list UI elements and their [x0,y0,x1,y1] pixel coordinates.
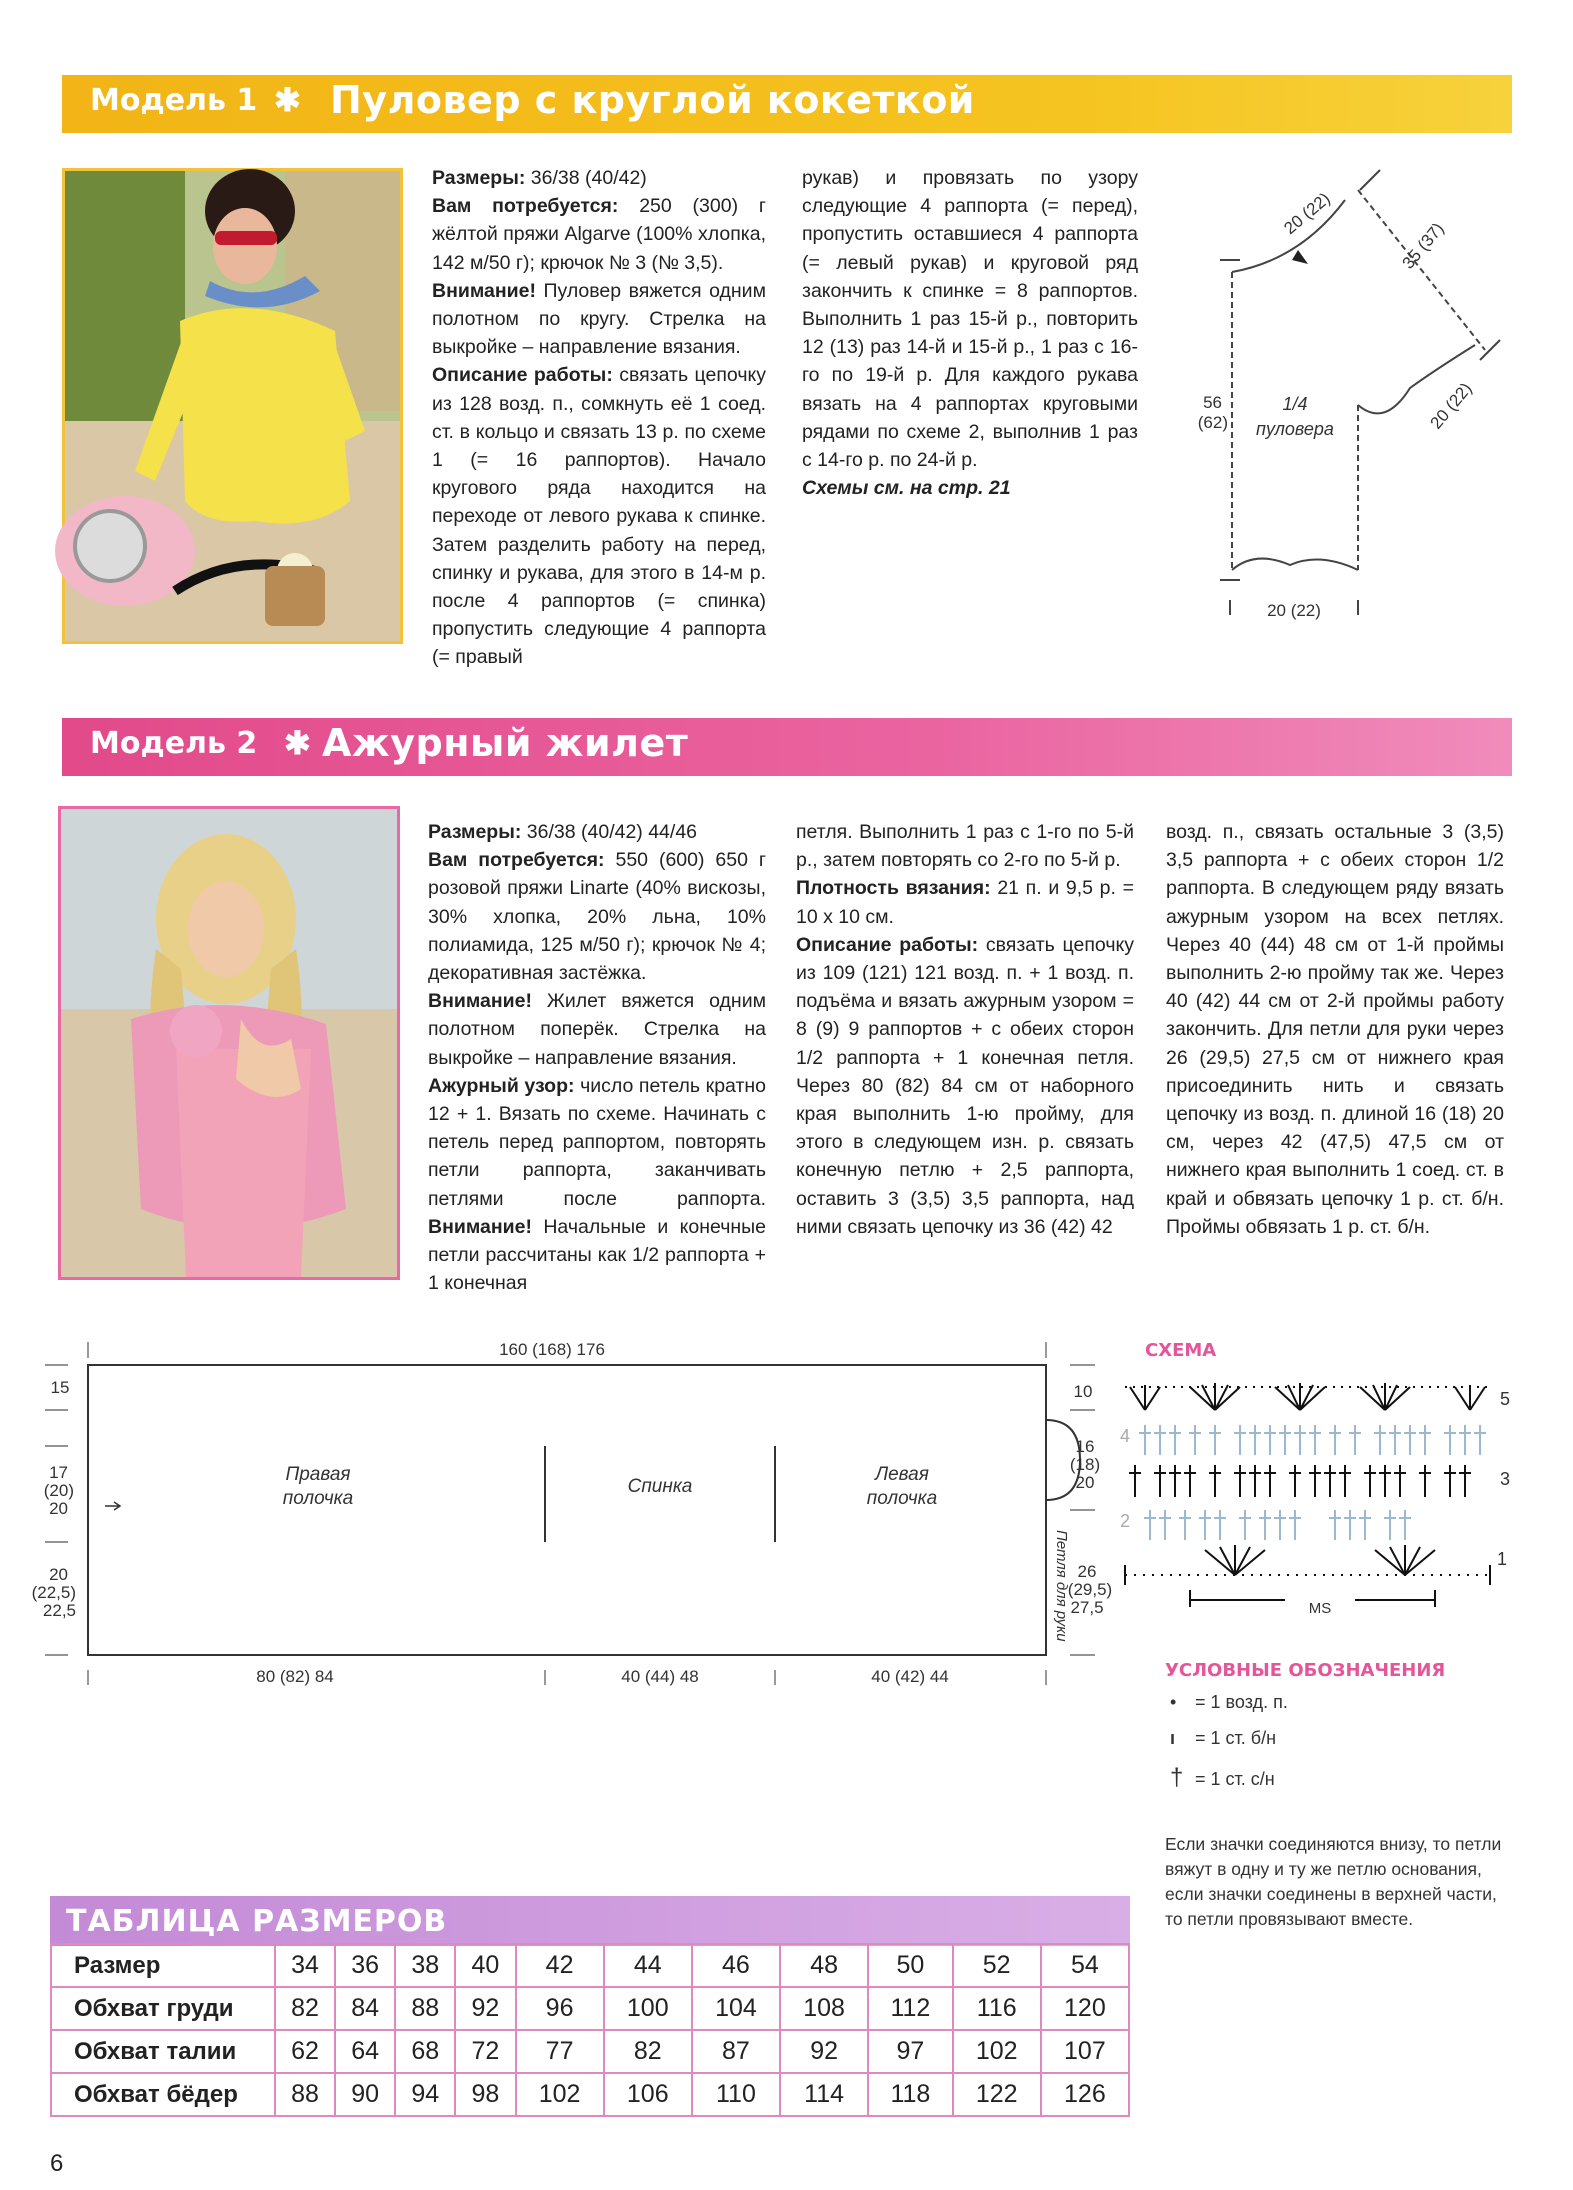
size-table-cell: 46 [692,1944,780,1987]
size-table-row-label: Обхват бёдер [51,2073,275,2116]
size-table-cell: 88 [395,1987,455,2030]
model1-sizes: Размеры: 36/38 (40/42) [432,167,647,189]
row-2-label: 2 [1120,1511,1131,1531]
size-table-row-label: Обхват талии [51,2030,275,2073]
model2-col2-p1: петля. Выполнить 1 раз с 1-го по 5-й р., затем повторять со 2-го по 5-й р. [796,821,1134,872]
size-table-cell: 92 [780,2030,868,2073]
size-table-cell: 82 [604,2030,692,2073]
m2-right-26c: 27,5 [1070,1598,1104,1617]
size-table-row-label: Обхват груди [51,1987,275,2030]
m2-left-17a: 17 [49,1463,68,1482]
size-table-cell: 82 [275,1987,335,2030]
chain-stitch-icon: • [1170,1692,1177,1712]
size-table-cell: 84 [335,1987,395,2030]
m2-section3-b: полочка [866,1488,938,1509]
model2-banner [62,718,1512,776]
crochet-chart [1105,1365,1520,1625]
size-table-cell: 102 [516,2073,604,2116]
size-table-cell: 118 [868,2073,952,2116]
size-table-cell: 68 [395,2030,455,2073]
m2-section2: Спинка [627,1476,693,1497]
size-table-cell: 72 [455,2030,515,2073]
m2-right-10: 10 [1073,1382,1093,1401]
size-table-cell: 38 [395,1944,455,1987]
model1-photo-illustration [65,171,400,641]
legend-dc: † = 1 ст. с/н [1170,1764,1275,1791]
size-table-cell: 104 [692,1987,780,2030]
scheme-title: СХЕМА [1145,1340,1217,1361]
model1-banner [62,75,1512,133]
m1-center-label-2: пуловера [1256,419,1334,439]
model2-description: Описание работы: связать цепочку из 109 (121) 121 возд. п. + 1 возд. п. подъёма и вязать ажурным узором = 8 (9) 9 раппортов + с обеих сторон 1/2 раппорта + 1 конечная петля. Через 80 (82) 84 см от наборного края выполнить 1-ю пройму, для этого в следующем изн. р. связать конечную петлю + 2,5 раппорта, оставить 3 (3,5) 3,5 раппорта, над ними связать цепочку из 36 (42) 42 [796,933,1134,1238]
size-table-row [51,1987,1129,2030]
legend-sc: ı = 1 ст. б/н [1170,1728,1277,1748]
size-table-cell: 62 [275,2030,335,2073]
m2-section1-b: полочка [282,1488,354,1509]
m1-sleeve-label: 35 (37) [1398,219,1448,273]
model2-density: Плотность вязания: 21 п. и 9,5 р. = 10 х 10 см. [796,877,1134,928]
model2-pattern-diagram [31,1330,1113,1700]
size-table-cell: 87 [692,2030,780,2073]
size-table-cell: 114 [780,2073,868,2116]
m2-right-26a: 26 [1077,1562,1097,1581]
m2-bottom-2: 40 (44) 48 [621,1667,699,1686]
model2-text-col3 [1166,818,1504,1241]
m2-right-16a: 16 [1075,1437,1095,1456]
m2-loop-label: Петля для руки [1053,1530,1070,1642]
size-table-cell: 44 [604,1944,692,1987]
size-table-cell: 107 [1041,2030,1129,2073]
row-1-label: 1 [1497,1549,1508,1569]
model2-title: Ажурный жилет [322,721,689,765]
model1-materials: Вам потребуется: 250 (300) г жёлтой пряжи Algarve (100% хлопка, 142 м/50 г); крючок № 3 (№ 3,5). [432,195,766,274]
size-table-cell: 48 [780,1944,868,1987]
rapport-label: MS [1308,1600,1332,1617]
model1-description: Описание работы: связать цепочку из 128 возд. п., сомкнуть её 1 соед. ст. в кольцо и связать 13 р. по схеме 1 (= 16 раппортов). Начало кругового ряда находится на переходе от левого рукава к спинке. Затем разделить работу на перед, спинку и рукава, для этого в 14-м р. после 4 раппортов (= спинка) пропустить следующие 4 раппорта (= правый [432,364,766,669]
model1-title: Пуловер с круглой кокеткой [330,78,975,122]
size-table-row [51,1944,1129,1987]
row-2-stitches [1144,1510,1411,1540]
m1-bottom-label: 20 (22) [1267,601,1321,620]
model1-label: Модель 1 [90,83,258,118]
model1-pattern-diagram [1180,160,1560,640]
size-table-cell: 34 [275,1944,335,1987]
size-table-row-label: Размер [51,1944,275,1987]
model1-attention: Внимание! Пуловер вяжется одним полотном по кругу. Стрелка на выкройке – направление вязания. [432,279,766,359]
model2-openwork: Ажурный узор: число петель кратно 12 + 1. Вязать по схеме. Начинать с петель перед раппортом, повторять петли раппорта, заканчивать петлями после раппорта. Внимание! Начальные и конечные петли рассчитаны как 1/2 раппорта + 1 конечная [428,1074,766,1295]
model2-materials: Вам потребуется: 550 (600) 650 г розовой пряжи Linarte (40% вискозы, 30% хлопка, 20% льна, 10% полиамида, 125 м/50 г); крючок № 4; декоративная застёжка. [428,849,766,985]
size-table-cell: 40 [455,1944,515,1987]
arrow-icon [105,1502,120,1510]
size-table-cell: 122 [953,2073,1041,2116]
page-number: 6 [50,2150,64,2177]
m2-right-26b: (29,5) [1067,1580,1113,1599]
model1-photo [62,168,403,644]
m1-height-label: 56 (62) [1197,393,1228,432]
star-icon: ✱ [284,725,311,761]
m1-center-label-1: 1/4 [1282,394,1308,414]
size-table-cell: 102 [953,2030,1041,2073]
size-table-cell: 100 [604,1987,692,2030]
size-table-cell: 112 [868,1987,952,2030]
row-5-stitches [1125,1383,1490,1410]
size-table [50,1943,1130,2117]
size-table-cell: 94 [395,2073,455,2116]
size-table-cell: 77 [516,2030,604,2073]
size-table-row [51,2030,1129,2073]
m2-bottom-1: 80 (82) 84 [256,1667,334,1686]
model2-text-col2 [796,818,1134,1241]
m1-arc-label: 20 (22) [1280,188,1334,239]
legend-note: Если значки соединяются внизу, то петли вяжут в одну и ту же петлю основания, если значки соединены в верхней части, то петли провязывают вместе. [1165,1834,1502,1929]
size-table-cell: 54 [1041,1944,1129,1987]
star-icon: ✱ [274,82,301,118]
size-table-cell: 120 [1041,1987,1129,2030]
size-table-cell: 108 [780,1987,868,2030]
size-table-cell: 50 [868,1944,952,1987]
model2-description-cont: возд. п., связать остальные 3 (3,5) 3,5 раппорта + с обеих сторон 1/2 раппорта. В следующем ряду вязать ажурным узором на всех петлях. Через 40 (44) 48 см от 1-й проймы выполнить 2-ю пройму так же. Через 40 (42) 44 см от 2-й проймы работу закончить. Для петли для руки через 26 (29,5) 27,5 см от нижнего края присоединить нить и связать цепочку из возд. п. длиной 16 (18) 20 см, через 42 (47,5) 47,5 см от нижнего края выполнить 1 соед. ст. в край и обвязать цепочку 1 р. ст. б/н. Проймы обвязать 1 р. ст. б/н. [1166,821,1504,1238]
size-table-cell: 64 [335,2030,395,2073]
size-table-cell: 90 [335,2073,395,2116]
row-4-label: 4 [1120,1426,1131,1446]
m2-right-16c: 20 [1075,1473,1095,1492]
m2-left-20a: 20 [49,1565,68,1584]
model2-sizes: Размеры: 36/38 (40/42) 44/46 [428,821,698,843]
row-3-label: 3 [1500,1469,1511,1489]
model1-scheme-ref: Схемы см. на стр. 21 [802,477,1011,500]
legend-title: УСЛОВНЫЕ ОБОЗНАЧЕНИЯ [1165,1660,1446,1681]
single-crochet-icon: ı [1170,1728,1176,1748]
size-table-cell: 88 [275,2073,335,2116]
size-table-cell: 97 [868,2030,952,2073]
size-table-cell: 52 [953,1944,1041,1987]
size-table-header [50,1896,1130,1946]
size-table-cell: 110 [692,2073,780,2116]
model1-text-col1 [432,164,766,672]
m2-right-16b: (18) [1069,1455,1101,1474]
model2-attention: Внимание! Жилет вяжется одним полотном поперёк. Стрелка на выкройке – направление вязания. [428,990,766,1069]
m2-top-width: 160 (168) 176 [499,1340,605,1359]
size-table-cell: 96 [516,1987,604,2030]
model1-text-col2 [802,164,1138,502]
size-table-cell: 42 [516,1944,604,1987]
size-table-cell: 36 [335,1944,395,1987]
size-table-cell: 98 [455,2073,515,2116]
m2-section1-a: Правая [285,1464,351,1485]
model1-description-cont: рукав) и провязать по узору следующие 4 раппорта (= перед), пропустить оставшиеся 4 раппорта (= левый рукав) и круговой ряд закончить к спинке = 8 раппортов. Выполнить 1 раз 15-й р., повторить 12 (13) раз 14-й и 15-й р., 1 раз с 16-го по 19-й р. Для каждого рукава вязать на 4 раппортах круговыми рядами по схеме 2, выполнив 1 раз с 14-го р. по 24-й р. [802,167,1138,472]
size-table-cell: 126 [1041,2073,1129,2116]
m2-left-15: 15 [50,1378,70,1397]
m2-section3-a: Левая [875,1464,929,1485]
m2-left-17b: (20) [43,1481,74,1500]
size-table-cell: 92 [455,1987,515,2030]
size-table-title: ТАБЛИЦА РАЗМЕРОВ [66,1904,448,1939]
m2-bottom-3: 40 (42) 44 [871,1667,949,1686]
model2-label: Модель 2 [90,726,258,761]
size-table-cell: 106 [604,2073,692,2116]
m2-left-20b: (22,5) [31,1583,76,1602]
row-4-stitches [1139,1425,1486,1455]
m2-left-17c: 20 [49,1499,68,1518]
row-5-label: 5 [1500,1389,1511,1409]
model2-photo-illustration [61,809,397,1277]
size-table-row [51,2073,1129,2116]
m1-sleeve-end-label: 20 (22) [1426,379,1476,433]
size-table-cell: 116 [953,1987,1041,2030]
double-crochet-icon: † [1170,1764,1184,1791]
model2-photo [58,806,400,1280]
row-3-stitches [1129,1465,1471,1497]
model2-text-col1 [428,818,766,1297]
arrow-icon [1292,250,1308,264]
row-1-stitches [1125,1545,1490,1607]
legend-chain: • = 1 возд. п. [1170,1692,1288,1712]
m2-left-20c: 22,5 [42,1601,76,1620]
